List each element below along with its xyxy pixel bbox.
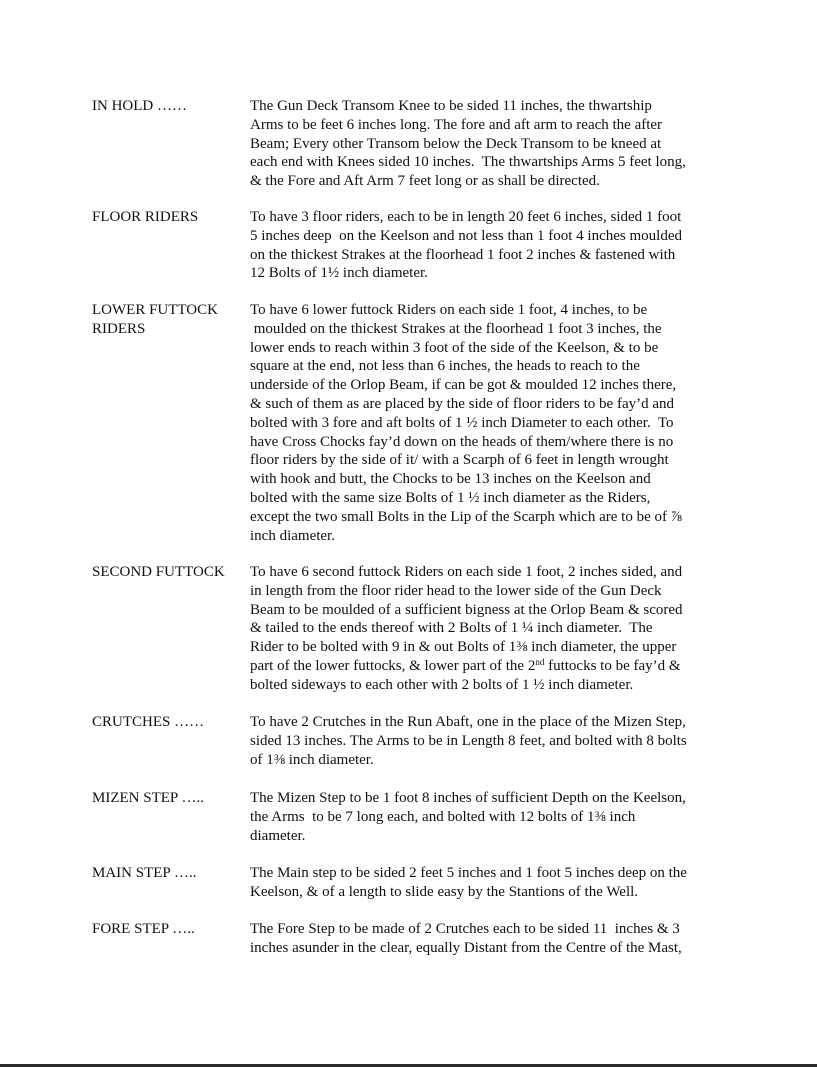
section-label <box>92 97 247 116</box>
body-line: lower ends to reach within 3 foot of the side of the Keelson, & to be <box>250 339 659 356</box>
body-line: have Cross Chocks fay’d down on the heads of them/where there is no <box>250 433 674 450</box>
body-line: floor riders by the side of it/ with a Scarph of 6 feet in length wrought <box>250 452 669 469</box>
label-line: IN HOLD …… <box>92 98 187 114</box>
body-line: To have 3 floor riders, each to be in length 20 feet 6 inches, sided 1 foot <box>250 209 682 225</box>
section-label <box>92 208 247 227</box>
section-body <box>250 789 730 845</box>
section-label <box>92 864 247 883</box>
body-line: To have 6 second futtock Riders on each side 1 foot, 2 inches sided, and <box>250 564 683 580</box>
body-line: The Fore Step to be made of 2 Crutches each to be sided 11 inches & 3 <box>250 921 680 937</box>
body-line: except the two small Bolts in the Lip of the Scarph which are to be of ⅞ <box>250 508 682 525</box>
section-body <box>250 864 730 902</box>
body-text: part of the lower futtocks, & lower part of the 2 <box>250 657 536 674</box>
body-line: of 1⅜ inch diameter. <box>250 751 374 768</box>
section-label <box>92 713 247 732</box>
label-line: MAIN STEP ….. <box>92 865 197 881</box>
label-line: SECOND FUTTOCK <box>92 564 225 580</box>
section-body <box>250 97 730 191</box>
label-line: RIDERS <box>92 320 146 337</box>
label-line: LOWER FUTTOCK <box>92 302 218 318</box>
body-line: underside of the Orlop Beam, if can be got & moulded 12 inches there, <box>250 377 677 394</box>
body-line: To have 2 Crutches in the Run Abaft, one in the place of the Mizen Step, <box>250 714 686 730</box>
body-line: & the Fore and Aft Arm 7 feet long or as shall be directed. <box>250 173 600 190</box>
body-line: The Gun Deck Transom Knee to be sided 11 inches, the thwartship <box>250 98 652 114</box>
section-body <box>250 563 730 695</box>
body-line: The Mizen Step to be 1 foot 8 inches of sufficient Depth on the Keelson, <box>250 790 686 806</box>
section-body <box>250 920 730 958</box>
section-body <box>250 713 730 769</box>
body-line: bolted with the same size Bolts of 1 ½ inch diameter as the Riders, <box>250 489 651 506</box>
body-line: Arms to be feet 6 inches long. The fore and aft arm to reach the after <box>250 116 663 133</box>
section-label <box>92 301 247 339</box>
body-line: Beam; Every other Transom below the Deck Transom to be kneed at <box>250 135 662 152</box>
section-label <box>92 563 247 582</box>
body-line: The Main step to be sided 2 feet 5 inches and 1 foot 5 inches deep on the <box>250 865 687 881</box>
body-line: each end with Knees sided 10 inches. The thwartships Arms 5 feet long, <box>250 154 686 171</box>
body-line: Beam to be moulded of a sufficient bigness at the Orlop Beam & scored <box>250 601 683 618</box>
label-line: FORE STEP ….. <box>92 921 195 937</box>
section-body <box>250 301 730 545</box>
body-line: diameter. <box>250 827 306 844</box>
body-line: 12 Bolts of 1½ inch diameter. <box>250 265 428 282</box>
ordinal-superscript: nd <box>535 656 545 667</box>
section-label <box>92 920 247 939</box>
body-line: & tailed to the ends thereof with 2 Bolts of 1 ¼ inch diameter. The <box>250 620 653 637</box>
label-line: FLOOR RIDERS <box>92 209 199 225</box>
body-line: Keelson, & of a length to slide easy by the Stantions of the Well. <box>250 883 639 900</box>
body-line: bolted with 3 fore and aft bolts of 1 ½ inch Diameter to each other. To <box>250 414 674 431</box>
body-line: with hook and butt, the Chocks to be 13 inches on the Keelson and <box>250 471 651 488</box>
section-label <box>92 789 247 808</box>
label-line: CRUTCHES …… <box>92 714 205 730</box>
body-line: bolted sideways to each other with 2 bolts of 1 ½ inch diameter. <box>250 676 634 693</box>
body-line <box>250 657 730 676</box>
body-line: square at the end, not less than 6 inches, the heads to reach to the <box>250 358 640 375</box>
body-line: inch diameter. <box>250 527 335 544</box>
body-line: in length from the floor rider head to the lower side of the Gun Deck <box>250 582 662 599</box>
body-line: sided 13 inches. The Arms to be in Length 8 feet, and bolted with 8 bolts <box>250 732 687 749</box>
body-line: the Arms to be 7 long each, and bolted with 12 bolts of 1⅜ inch <box>250 808 636 825</box>
body-line: on the thickest Strakes at the floorhead 1 foot 2 inches & fastened with <box>250 246 676 263</box>
body-line: To have 6 lower futtock Riders on each side 1 foot, 4 inches, to be <box>250 302 648 318</box>
body-line: moulded on the thickest Strakes at the floorhead 1 foot 3 inches, the <box>250 320 662 337</box>
body-line: inches asunder in the clear, equally Distant from the Centre of the Mast, <box>250 939 682 956</box>
body-line: & such of them as are placed by the side of floor riders to be fay’d and <box>250 395 675 412</box>
body-line: Rider to be bolted with 9 in & out Bolts of 1⅜ inch diameter, the upper <box>250 639 677 656</box>
section-body <box>250 208 730 283</box>
body-text: futtocks to be fay’d & <box>544 657 681 674</box>
label-line: MIZEN STEP ….. <box>92 790 204 806</box>
body-line: 5 inches deep on the Keelson and not less than 1 foot 4 inches moulded <box>250 227 682 244</box>
